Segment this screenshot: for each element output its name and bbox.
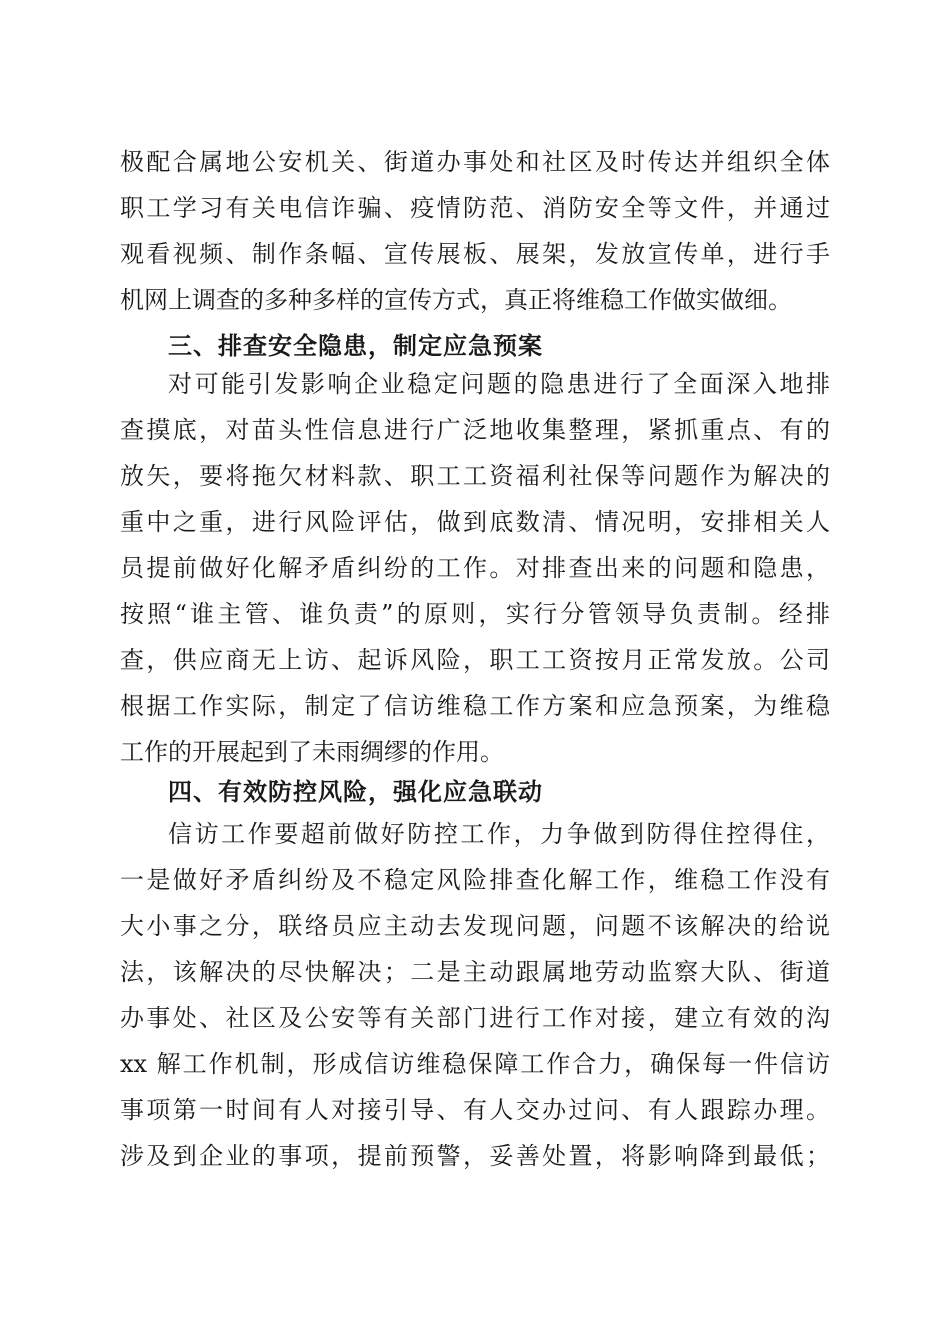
- section-heading-4: 四、有效防控风险，强化应急联动: [168, 778, 543, 806]
- paragraph-line: 查，供应商无上访、起诉风险，职工工资按月正常发放。公司: [120, 646, 830, 674]
- paragraph-line: 重中之重，进行风险评估，做到底数清、情况明，安排相关人: [120, 508, 830, 536]
- paragraph-line: 事项第一时间有人对接引导、有人交办过问、有人跟踪办理。: [120, 1096, 830, 1124]
- paragraph-line: 法，该解决的尽快解决；二是主动跟属地劳动监察大队、街道: [120, 958, 830, 986]
- paragraph-line: 工作的开展起到了未雨绸缪的作用。: [120, 738, 504, 766]
- paragraph-line: 大小事之分，联络员应主动去发现问题，问题不该解决的给说: [120, 912, 830, 940]
- paragraph-line: 根据工作实际，制定了信访维稳工作方案和应急预案，为维稳: [120, 692, 830, 720]
- paragraph-line: 职工学习有关电信诈骗、疫情防范、消防安全等文件，并通过: [120, 194, 830, 222]
- paragraph-line: 对可能引发影响企业稳定问题的隐患进行了全面深入地排: [168, 370, 830, 398]
- paragraph-line: 办事处、社区及公安等有关部门进行工作对接，建立有效的沟: [120, 1004, 830, 1032]
- paragraph-line: 查摸底，对苗头性信息进行广泛地收集整理，紧抓重点、有的: [120, 416, 830, 444]
- paragraph-line: 一是做好矛盾纠纷及不稳定风险排查化解工作，维稳工作没有: [120, 866, 830, 894]
- paragraph-line: 观看视频、制作条幅、宣传展板、展架，发放宣传单，进行手: [120, 240, 830, 268]
- paragraph-line: xx 解工作机制，形成信访维稳保障工作合力，确保每一件信访: [120, 1050, 830, 1078]
- paragraph-line: 放矢，要将拖欠材料款、职工工资福利社保等问题作为解决的: [120, 462, 830, 490]
- paragraph-line: 信访工作要超前做好防控工作，力争做到防得住控得住，: [168, 820, 830, 848]
- paragraph-line: 按照“谁主管、谁负责”的原则，实行分管领导负责制。经排: [120, 600, 830, 628]
- paragraph-line: 极配合属地公安机关、街道办事处和社区及时传达并组织全体: [120, 148, 830, 176]
- section-heading-3: 三、排查安全隐患，制定应急预案: [168, 332, 543, 360]
- paragraph-line: 机网上调查的多种多样的宣传方式，真正将维稳工作做实做细。: [120, 286, 792, 314]
- paragraph-line: 涉及到企业的事项，提前预警，妥善处置，将影响降到最低；: [120, 1142, 830, 1170]
- paragraph-line: 员提前做好化解矛盾纠纷的工作。对排查出来的问题和隐患，: [120, 554, 830, 582]
